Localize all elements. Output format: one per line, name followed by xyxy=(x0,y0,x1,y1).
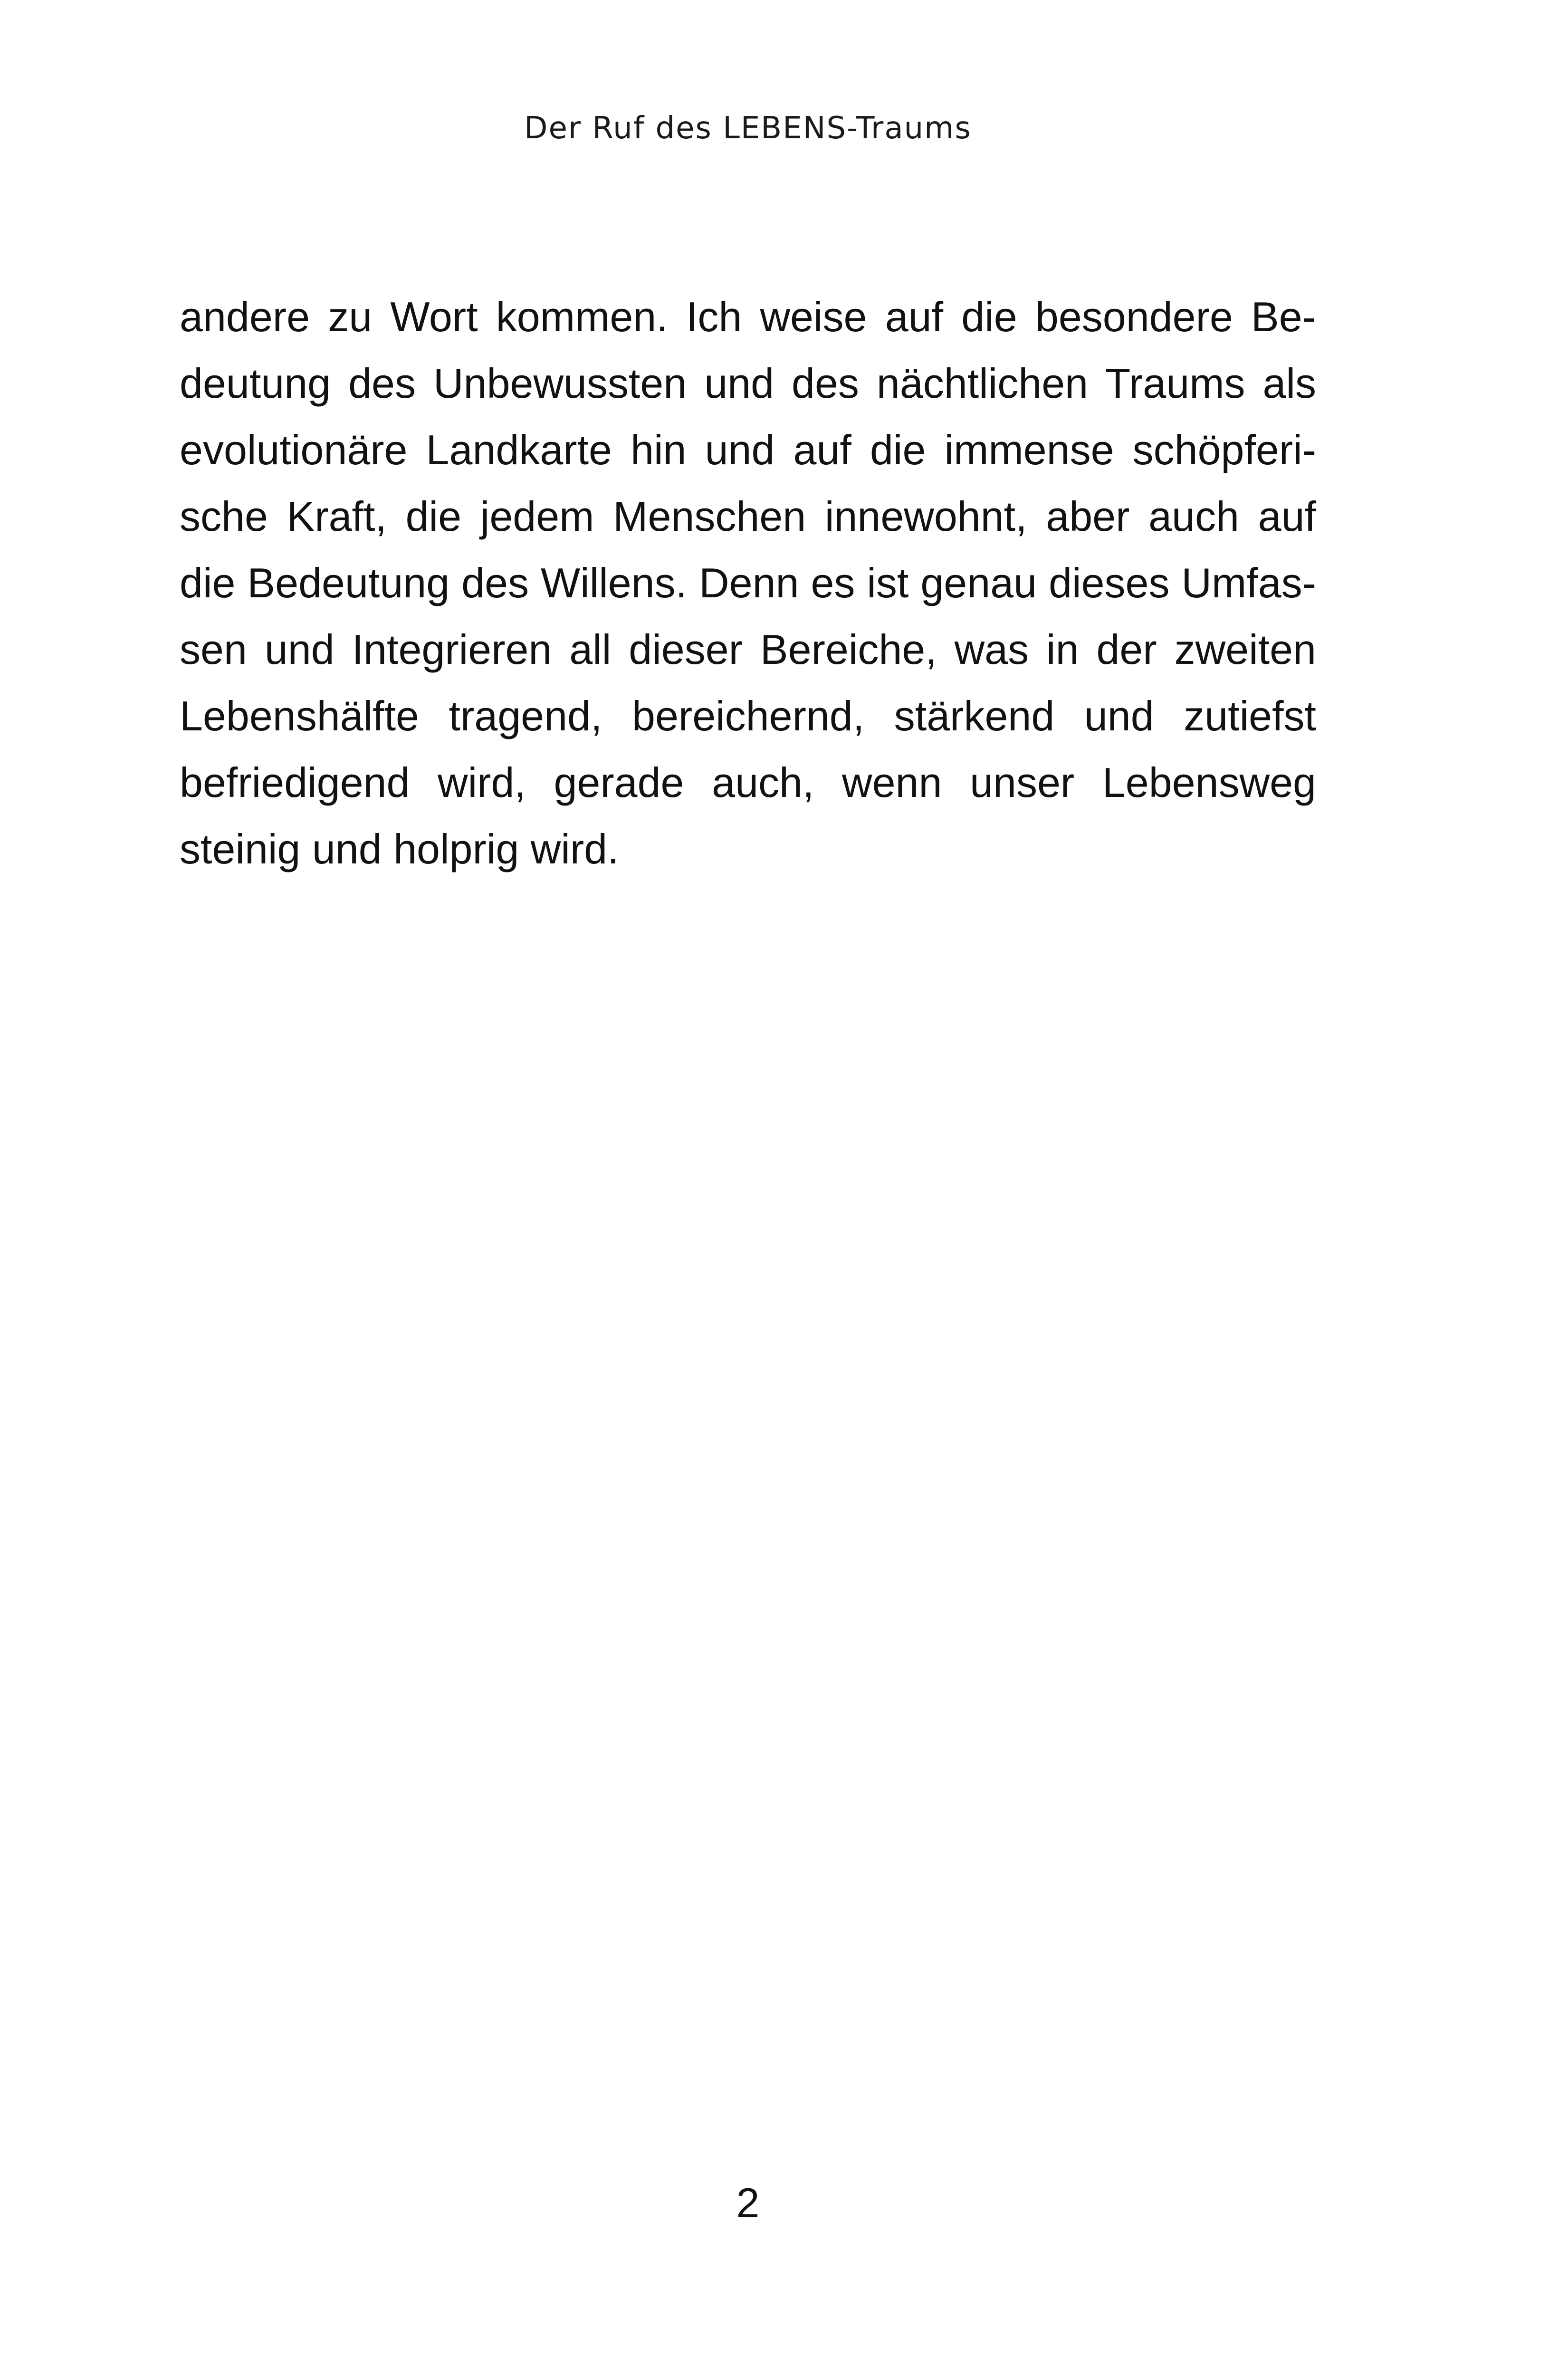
paragraph-line: steinig und holprig wird. xyxy=(180,825,619,872)
paragraph-line: die Bedeutung des Willens. Denn es ist genau dieses Umfas- xyxy=(180,559,1316,606)
paragraph-line: andere zu Wort kommen. Ich weise auf die besondere Be- xyxy=(180,293,1316,340)
running-header: Der Ruf des LEBENS-Traums xyxy=(524,111,972,146)
body-paragraph xyxy=(180,284,1316,882)
paragraph-line: evolutionäre Landkarte hin und auf die immense schöpferi- xyxy=(180,426,1316,473)
paragraph-line: sen und Integrieren all dieser Bereiche, was in der zweiten xyxy=(180,626,1316,673)
paragraph-line: befriedigend wird, gerade auch, wenn unser Lebensweg xyxy=(180,759,1316,806)
paragraph-line: sche Kraft, die jedem Menschen innewohnt, aber auch auf xyxy=(180,493,1316,540)
page-number: 2 xyxy=(736,2179,760,2226)
paragraph-line: deutung des Unbewussten und des nächtlichen Traums als xyxy=(180,360,1316,407)
paragraph-line: Lebenshälfte tragend, bereichernd, stärkend und zutiefst xyxy=(180,692,1316,739)
